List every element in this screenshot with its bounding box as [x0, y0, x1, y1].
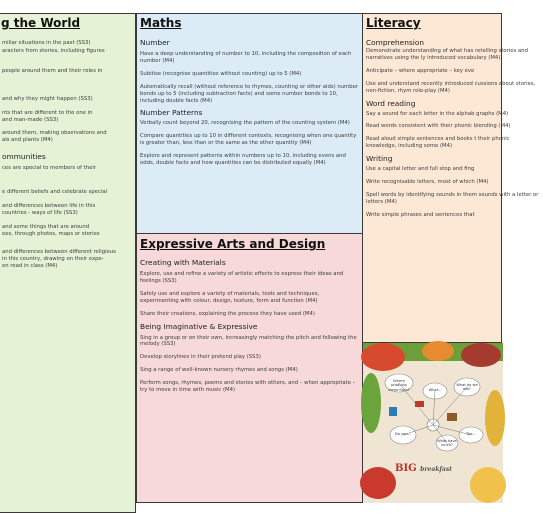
list-item: and differences between life in this: [2, 203, 96, 210]
poster-bubble-text: Do you...: [394, 432, 412, 436]
section-heading: Creating with Materials: [140, 258, 226, 267]
section-heading: Number: [140, 38, 170, 47]
poster-bubble-text: What have lunch?: [437, 439, 457, 448]
list-item: aracters from stories, including figures: [2, 47, 105, 54]
list-item: and why they might happen (SS3): [2, 95, 93, 102]
section-heading: Number Patterns: [140, 108, 203, 118]
list-item: Compare quantities up to 10 in different contexts, recognising when one quantity is greater than, less than or the same as the other quantity (M4): [140, 133, 357, 147]
section-heading: Word reading: [366, 98, 416, 108]
list-item: Sing in a group or on their own, increasingly matching the pitch and following the melody (SS3): [140, 334, 357, 348]
list-item: Have a deep understanding of number to 10, including the composition of each number (M4): [140, 51, 352, 64]
list-item: countries - ways of life (SS3): [2, 209, 78, 216]
poster-bubble-text: Where products come from?: [388, 379, 410, 392]
list-item: Subitise (recognise quantities without counting) up to 5 (M4): [140, 70, 302, 77]
understanding-world-panel: [0, 13, 136, 513]
understanding-world-title: g the World: [1, 16, 81, 30]
literacy-panel: [362, 13, 539, 343]
poster-illustration: [363, 343, 503, 503]
section-heading: Being Imaginative & Expressive: [140, 321, 258, 331]
list-item: Demonstrate understanding of what has retelling stories and narratives using the ly introduced vocabulary (M4): [366, 48, 528, 61]
list-item: Write simple phrases and sentences that: [366, 211, 475, 218]
poster-title: [395, 463, 452, 474]
maths-panel: [136, 13, 363, 234]
poster-title-big: BIG: [395, 463, 417, 474]
list-item: Explore, use and refine a variety of artistic effects to express their ideas and feelings (SS3): [140, 271, 344, 284]
big-breakfast-poster: [362, 342, 502, 502]
list-item: in this country, drawing on their expe-: [2, 255, 104, 262]
list-item: Safely use and explore a variety of materials, tools and techniques, experimenting with colour, design, texture, form and function (M4): [140, 290, 320, 304]
expressive-arts-panel: [136, 233, 363, 503]
list-item: [0, 77, 135, 95]
poster-bubble-text: The...: [465, 432, 477, 436]
poster-title-breakfast: breakfast: [420, 466, 452, 473]
list-item: and differences between different religious: [2, 248, 116, 255]
list-item: e different beliefs and celebrate special: [2, 189, 108, 196]
poster-bubble-text: What...: [428, 388, 442, 392]
list-item: en read in class (M4): [2, 262, 58, 269]
maths-title: Maths: [140, 16, 182, 30]
poster-bubble-text: What do we eat?: [456, 383, 478, 392]
list-item: Anticipate – where appropriate – key eve: [366, 67, 475, 74]
list-item: Write recognisable letters, most of which (M4): [366, 179, 489, 186]
literacy-title: Literacy: [366, 16, 421, 30]
list-item: Use and understand recently introduced cussions about stories, non-fiction, rhym role-play (M4): [366, 80, 536, 94]
list-item: and some things that are around: [2, 223, 90, 230]
section-heading: Comprehension: [366, 38, 425, 47]
section-heading: Writing: [366, 154, 393, 164]
list-item: Perform songs, rhymes, poems and stories with others, and – when appropriate – try to move in time with music (M4): [140, 380, 356, 394]
list-item: ees, through photos, maps or stories: [2, 230, 100, 237]
list-item: Read words consistent with their phonic blending (M4): [366, 123, 511, 130]
list-item: Explore and represent patterns within numbers up to 10, including evens and odds, double facts and how quantities can be distributed equally (M4): [140, 153, 346, 167]
list-item: Automatically recall (without reference to rhymes, counting or other aids) number bonds up to 5 (including subtraction facts) and some number bonds to 10, including double facts (M4): [140, 83, 359, 104]
list-item: als and plants (M4): [2, 137, 53, 144]
list-item: Use a capital letter and full stop and fing: [366, 166, 475, 173]
section-heading: ommunities: [2, 152, 46, 162]
list-item: Read aloud simple sentences and books t their phonic knowledge, including some (M4): [366, 136, 510, 150]
list-item: ces are special to members of their: [2, 165, 96, 172]
list-item: Verbally count beyond 20, recognising the pattern of the counting system (M4): [140, 120, 350, 127]
list-item: [0, 57, 135, 67]
list-item: Spell words by identifying sounds in them sounds with a letter or letters (M4): [366, 191, 539, 205]
list-item: Say a sound for each letter in the alphab graphs (M4): [366, 110, 509, 117]
expressive-arts-title: Expressive Arts and Design: [140, 237, 326, 251]
list-item: [0, 174, 135, 188]
list-item: around them, making observations and: [2, 130, 107, 137]
list-item: and man-made (SS3): [2, 116, 59, 123]
list-item: Sing a range of well-known nursery rhymes and songs (M4): [140, 367, 298, 374]
list-item: miliar situations in the past (SS3): [2, 40, 91, 46]
list-item: Develop storylines in their pretend play (SS3): [140, 354, 261, 361]
list-item: [0, 240, 135, 248]
understanding-world-items: [0, 32, 135, 271]
list-item: nts that are different to the one in: [2, 109, 93, 116]
list-item: Share their creations, explaining the process they have used (M4): [140, 310, 315, 317]
list-item: people around them and their roles in: [2, 67, 103, 74]
